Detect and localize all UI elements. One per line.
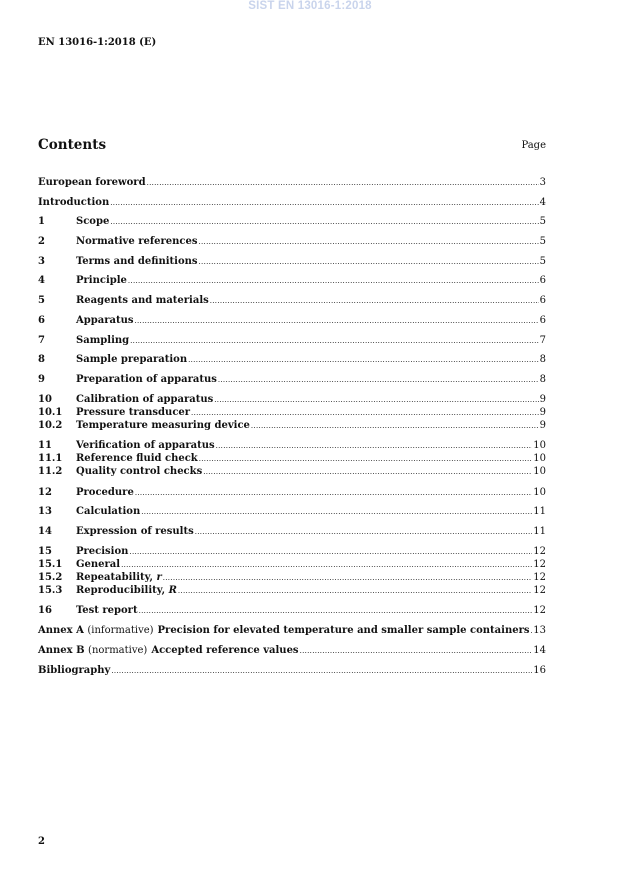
toc-entry-number: 12 — [38, 487, 52, 498]
toc-entry[interactable] — [38, 419, 546, 432]
dot-leader — [111, 665, 532, 678]
annex-page: 14 — [533, 645, 546, 656]
toc-entry[interactable] — [38, 545, 546, 558]
toc-entry[interactable] — [38, 373, 546, 386]
toc-annex-entry[interactable] — [38, 644, 546, 657]
toc-entry-title: Reference fluid check — [76, 453, 198, 464]
dot-leader — [139, 605, 533, 618]
document-id: EN 13016-1:2018 (E) — [38, 37, 157, 48]
toc-entry-number: 11 — [38, 440, 52, 451]
toc-entry[interactable] — [38, 465, 546, 478]
toc-entry-title: Principle — [76, 275, 127, 286]
toc-entry[interactable] — [38, 235, 546, 248]
dot-leader — [199, 256, 539, 269]
toc-entry-symbol: R — [168, 585, 177, 596]
dot-leader — [110, 197, 538, 210]
toc-entry[interactable] — [38, 486, 546, 499]
toc-entry[interactable] — [38, 571, 546, 584]
toc-entry[interactable] — [38, 525, 546, 538]
toc-entry-title: Precision — [76, 546, 129, 557]
toc-annex-entry[interactable] — [38, 624, 546, 637]
toc-entry-page: 8 — [539, 354, 546, 365]
toc-entry-title: General — [76, 559, 121, 570]
annex-label: Annex A (informative) — [38, 625, 154, 636]
dot-leader — [251, 420, 539, 433]
toc-entry-title: Quality control checks — [76, 466, 203, 477]
toc-entry[interactable] — [38, 406, 546, 419]
annex-kind: (normative) — [88, 645, 148, 656]
contents-title: Contents — [38, 137, 107, 153]
toc-entry-title: Apparatus — [76, 315, 134, 326]
toc-entry-number: 4 — [38, 275, 45, 286]
dot-leader — [135, 315, 539, 328]
dot-leader — [128, 275, 539, 288]
toc-entry-title: Procedure — [76, 487, 134, 498]
toc-entry-title: Reagents and materials — [76, 295, 209, 306]
bibliography-title: Bibliography — [38, 665, 111, 676]
toc-entry-title: Sampling — [76, 335, 130, 346]
toc-entry-number: 11.2 — [38, 466, 63, 477]
toc-entry[interactable] — [38, 505, 546, 518]
toc-entry-page: 6 — [539, 295, 546, 306]
toc-entry[interactable] — [38, 353, 546, 366]
toc-entry-number: 2 — [38, 236, 45, 247]
toc-entry[interactable] — [38, 558, 546, 571]
toc-entry[interactable] — [38, 255, 546, 268]
dot-leader — [110, 216, 538, 229]
toc-entry[interactable] — [38, 584, 546, 597]
toc-entry-title: Sample preparation — [76, 354, 188, 365]
toc-entry-page: 6 — [539, 275, 546, 286]
toc-entry-number: 10 — [38, 394, 52, 405]
toc-entry-number: 15.1 — [38, 559, 63, 570]
toc-entry-page: 4 — [539, 197, 546, 208]
toc-entry[interactable] — [38, 334, 546, 347]
toc-entry-title: Test report — [76, 605, 138, 616]
toc-entry[interactable] — [38, 604, 546, 617]
toc-entry-page: 8 — [539, 374, 546, 385]
dot-leader — [530, 625, 532, 638]
toc-entry-page: 12 — [533, 572, 546, 583]
toc-entry-number: 3 — [38, 256, 45, 267]
dot-leader — [203, 466, 532, 479]
dot-leader — [300, 645, 533, 658]
toc-entry-number: 1 — [38, 216, 45, 227]
toc-entry-number: 14 — [38, 526, 52, 537]
toc-entry[interactable] — [38, 314, 546, 327]
toc-entry-symbol: r — [156, 572, 162, 583]
toc-entry-page: 11 — [533, 526, 546, 537]
annex-label: Annex B (normative) — [38, 645, 148, 656]
annex-title: Accepted reference values — [151, 645, 299, 656]
toc-entry[interactable] — [38, 439, 546, 452]
dot-leader — [195, 526, 533, 539]
toc-entry-title: Temperature measuring device — [76, 420, 250, 431]
toc-entry-page: 5 — [539, 256, 546, 267]
toc-entry-number: 7 — [38, 335, 45, 346]
toc-entry-number: 6 — [38, 315, 45, 326]
toc-entry-number: 13 — [38, 506, 52, 517]
toc-bibliography-entry[interactable] — [38, 664, 546, 677]
toc-entry-page: 3 — [539, 177, 546, 188]
toc-entry-page: 7 — [539, 335, 546, 346]
toc-entry-number: 10.2 — [38, 420, 63, 431]
dot-leader — [199, 236, 539, 249]
page-column-label: Page — [521, 140, 546, 151]
dot-leader — [141, 506, 532, 519]
toc-entry-title: Normative references — [76, 236, 198, 247]
toc-entry[interactable] — [38, 393, 546, 406]
toc-entry-title: Calculation — [76, 506, 141, 517]
toc-entry-title: Reproducibility, R — [76, 585, 177, 596]
toc-entry[interactable] — [38, 274, 546, 287]
toc-entry-number: 16 — [38, 605, 52, 616]
toc-entry-number: 9 — [38, 374, 45, 385]
toc-entry-title: European foreword — [38, 177, 146, 188]
toc-entry-title: Terms and definitions — [76, 256, 198, 267]
watermark: SIST EN 13016-1:2018 — [248, 0, 372, 12]
toc-entry[interactable] — [38, 196, 546, 209]
toc-entry-number: 11.1 — [38, 453, 63, 464]
toc-entry[interactable] — [38, 294, 546, 307]
toc-entry-title: Repeatability, r — [76, 572, 162, 583]
toc-entry-page: 9 — [539, 394, 546, 405]
toc-entry-page: 11 — [533, 506, 546, 517]
toc-entry-page: 10 — [533, 466, 546, 477]
toc-entry-title: Calibration of apparatus — [76, 394, 214, 405]
toc-entry[interactable] — [38, 452, 546, 465]
toc-entry-page: 6 — [539, 315, 546, 326]
dot-leader — [147, 177, 539, 190]
toc-entry-title: Verification of apparatus — [76, 440, 215, 451]
toc-entry-title: Introduction — [38, 197, 110, 208]
toc-entry-title: Pressure transducer — [76, 407, 191, 418]
annex-page: 13 — [533, 625, 546, 636]
toc-entry-number: 15 — [38, 546, 52, 557]
toc-entry[interactable] — [38, 176, 546, 189]
dot-leader — [178, 585, 532, 598]
toc-entry-page: 10 — [533, 487, 546, 498]
toc-entry-page: 5 — [539, 216, 546, 227]
annex-kind: (informative) — [87, 625, 154, 636]
toc-entry-page: 10 — [533, 440, 546, 451]
toc-entry-page: 12 — [533, 546, 546, 557]
toc-entry-page: 5 — [539, 236, 546, 247]
toc-entry-number: 15.3 — [38, 585, 63, 596]
toc-entry-title: Preparation of apparatus — [76, 374, 217, 385]
toc-entry-number: 15.2 — [38, 572, 63, 583]
toc-entry-title: Scope — [76, 216, 110, 227]
dot-leader — [218, 374, 539, 387]
toc-entry-page: 12 — [533, 585, 546, 596]
toc-entry[interactable] — [38, 215, 546, 228]
toc-entry-number: 8 — [38, 354, 45, 365]
dot-leader — [188, 354, 539, 367]
toc-entry-title: Expression of results — [76, 526, 194, 537]
page-number: 2 — [38, 836, 45, 847]
toc-entry-page: 12 — [533, 559, 546, 570]
dot-leader — [135, 487, 532, 500]
toc-entry-page: 10 — [533, 453, 546, 464]
toc-entry-page: 9 — [539, 407, 546, 418]
toc-entry-number: 10.1 — [38, 407, 63, 418]
dot-leader — [130, 335, 538, 348]
toc-entry-number: 5 — [38, 295, 45, 306]
annex-title: Precision for elevated temperature and smaller sample containers — [157, 625, 530, 636]
bibliography-page: 16 — [533, 665, 546, 676]
toc-entry-page: 12 — [533, 605, 546, 616]
dot-leader — [210, 295, 539, 308]
toc-entry-page: 9 — [539, 420, 546, 431]
